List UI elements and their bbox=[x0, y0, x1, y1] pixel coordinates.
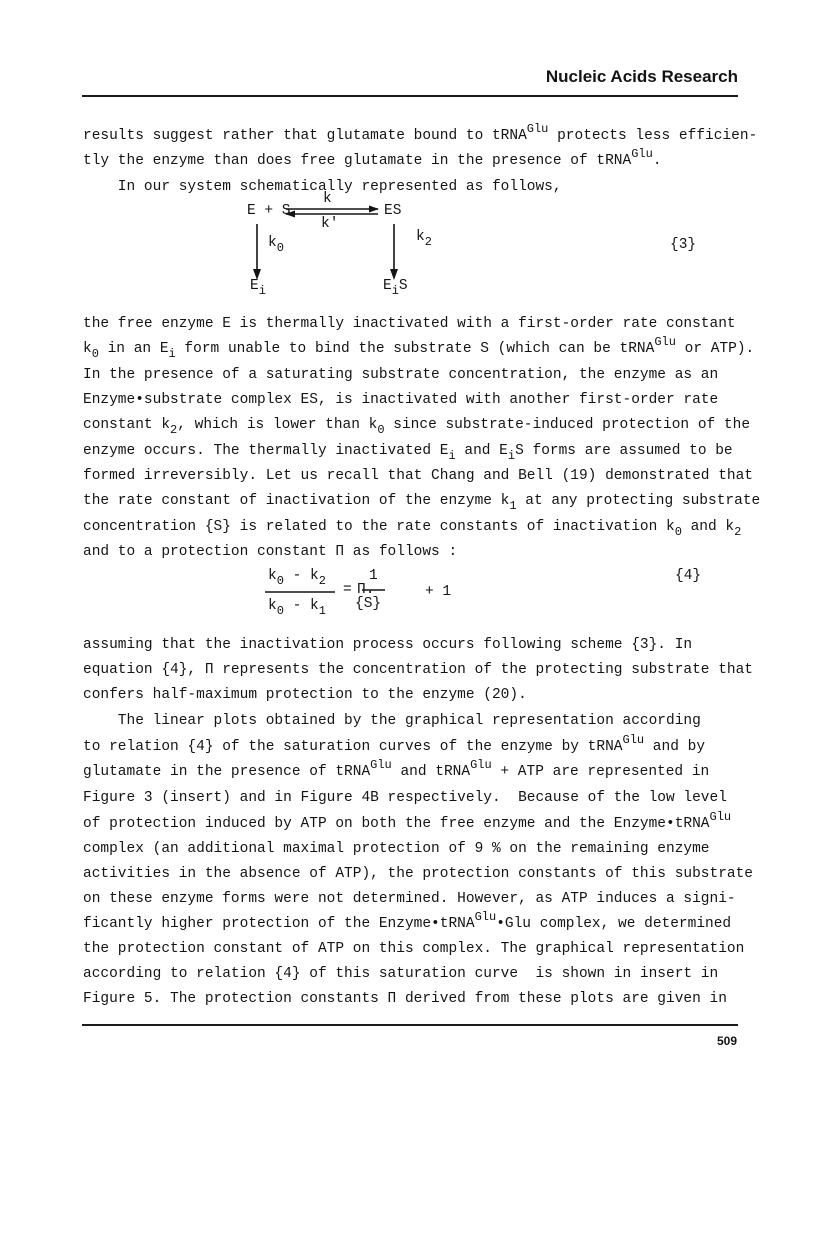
text-line: of protection induced by ATP on both the free enzyme and the Enzyme•tRNA$^{Glu}$ bbox=[83, 810, 732, 832]
scheme-enzyme-substrate: E + S bbox=[247, 203, 291, 219]
scheme-complex: ES bbox=[384, 203, 402, 219]
text-line: Figure 3 (insert) and in Figure 4B respectively. Because of the low level bbox=[83, 790, 727, 806]
text-line: enzyme occurs. The thermally inactivated $E_i$ and $E_iS$ forms are assumed to be bbox=[83, 443, 733, 463]
text-line: Figure 5. The protection constants Π derived from these plots are given in bbox=[83, 991, 727, 1007]
equation-label: {4} bbox=[675, 568, 702, 584]
scheme-k0: $k_0$ bbox=[268, 235, 284, 255]
scheme-k-reverse: k' bbox=[321, 216, 339, 232]
text-line: and to a protection constant Π as follows : bbox=[83, 544, 458, 560]
text-line: the free enzyme E is thermally inactivated with a first-order rate constant bbox=[83, 316, 736, 332]
text-line: the rate constant of inactivation of the enzyme $k_1$ at any protecting substrate bbox=[83, 493, 761, 513]
text-line: results suggest rather that glutamate bound to tRNA$^{Glu}$ protects less efficien- bbox=[83, 122, 758, 144]
equation-numerator: $k_0 - k_2$ bbox=[268, 568, 326, 588]
text-line: according to relation {4} of this saturation curve is shown in insert in bbox=[83, 966, 719, 982]
text-line: confers half-maximum protection to the enzyme (20). bbox=[83, 687, 527, 703]
text-line: on these enzyme forms were not determined. However, as ATP induces a signi- bbox=[83, 891, 736, 907]
journal-title: Nucleic Acids Research bbox=[545, 67, 738, 86]
text-line: formed irreversibly. Let us recall that Chang and Bell (19) demonstrated that bbox=[83, 468, 754, 484]
scheme-eis: $E_iS$ bbox=[383, 278, 408, 298]
text-line: constant $k_2$, which is lower than $k_0$ since substrate-induced protection of the bbox=[83, 417, 751, 437]
text-line: complex (an additional maximal protection of 9 % on the remaining enzyme bbox=[83, 841, 710, 857]
text-line: In our system schematically represented as follows, bbox=[83, 179, 562, 195]
text-line: Enzyme•substrate complex ES, is inactivated with another first-order rate bbox=[83, 392, 719, 408]
scheme-k-forward: k bbox=[323, 191, 332, 207]
scheme-ei: $E_i$ bbox=[250, 278, 266, 298]
text-line: to relation {4} of the saturation curves of the enzyme by tRNA$^{Glu}$ and by bbox=[83, 733, 706, 755]
footer-rule bbox=[82, 1024, 738, 1026]
text-line: ficantly higher protection of the Enzyme•tRNA$^{Glu}$•Glu complex, we determined bbox=[83, 910, 732, 932]
text-line: activities in the absence of ATP), the protection constants of this substrate bbox=[83, 866, 754, 882]
text-line: assuming that the inactivation process occurs following scheme {3}. In bbox=[83, 637, 693, 653]
text-line: tly the enzyme than does free glutamate in the presence of tRNA$^{Glu}$. bbox=[83, 147, 662, 169]
equation-s: {S} bbox=[355, 596, 382, 612]
text-line: glutamate in the presence of tRNA$^{Glu}$ and tRNA$^{Glu}$ + ATP are represented in bbox=[83, 758, 710, 780]
text-line: concentration {S} is related to the rate constants of inactivation $k_0$ and $k_2$ bbox=[83, 519, 742, 539]
scheme-k2: $k_2$ bbox=[416, 229, 432, 249]
equation-pi: Π. bbox=[357, 582, 375, 598]
equation-one: 1 bbox=[369, 568, 378, 584]
text-line: the protection constant of ATP on this complex. The graphical representation bbox=[83, 941, 745, 957]
scheme-label: {3} bbox=[670, 237, 697, 253]
equation-equals: = bbox=[343, 582, 352, 598]
text-line: In the presence of a saturating substrate concentration, the enzyme as an bbox=[83, 367, 719, 383]
text-line: $k_0$ in an $E_i$ form unable to bind the substrate S (which can be tRNA$^{Glu}$ or ATP). bbox=[83, 335, 755, 361]
equation-denominator: $k_0 - k_1$ bbox=[268, 598, 326, 618]
text-line: equation {4}, Π represents the concentration of the protecting substrate that bbox=[83, 662, 754, 678]
page-number: 509 bbox=[716, 1034, 737, 1048]
equation-plus-one: + 1 bbox=[425, 584, 452, 600]
text-line: The linear plots obtained by the graphical representation according bbox=[83, 713, 701, 729]
